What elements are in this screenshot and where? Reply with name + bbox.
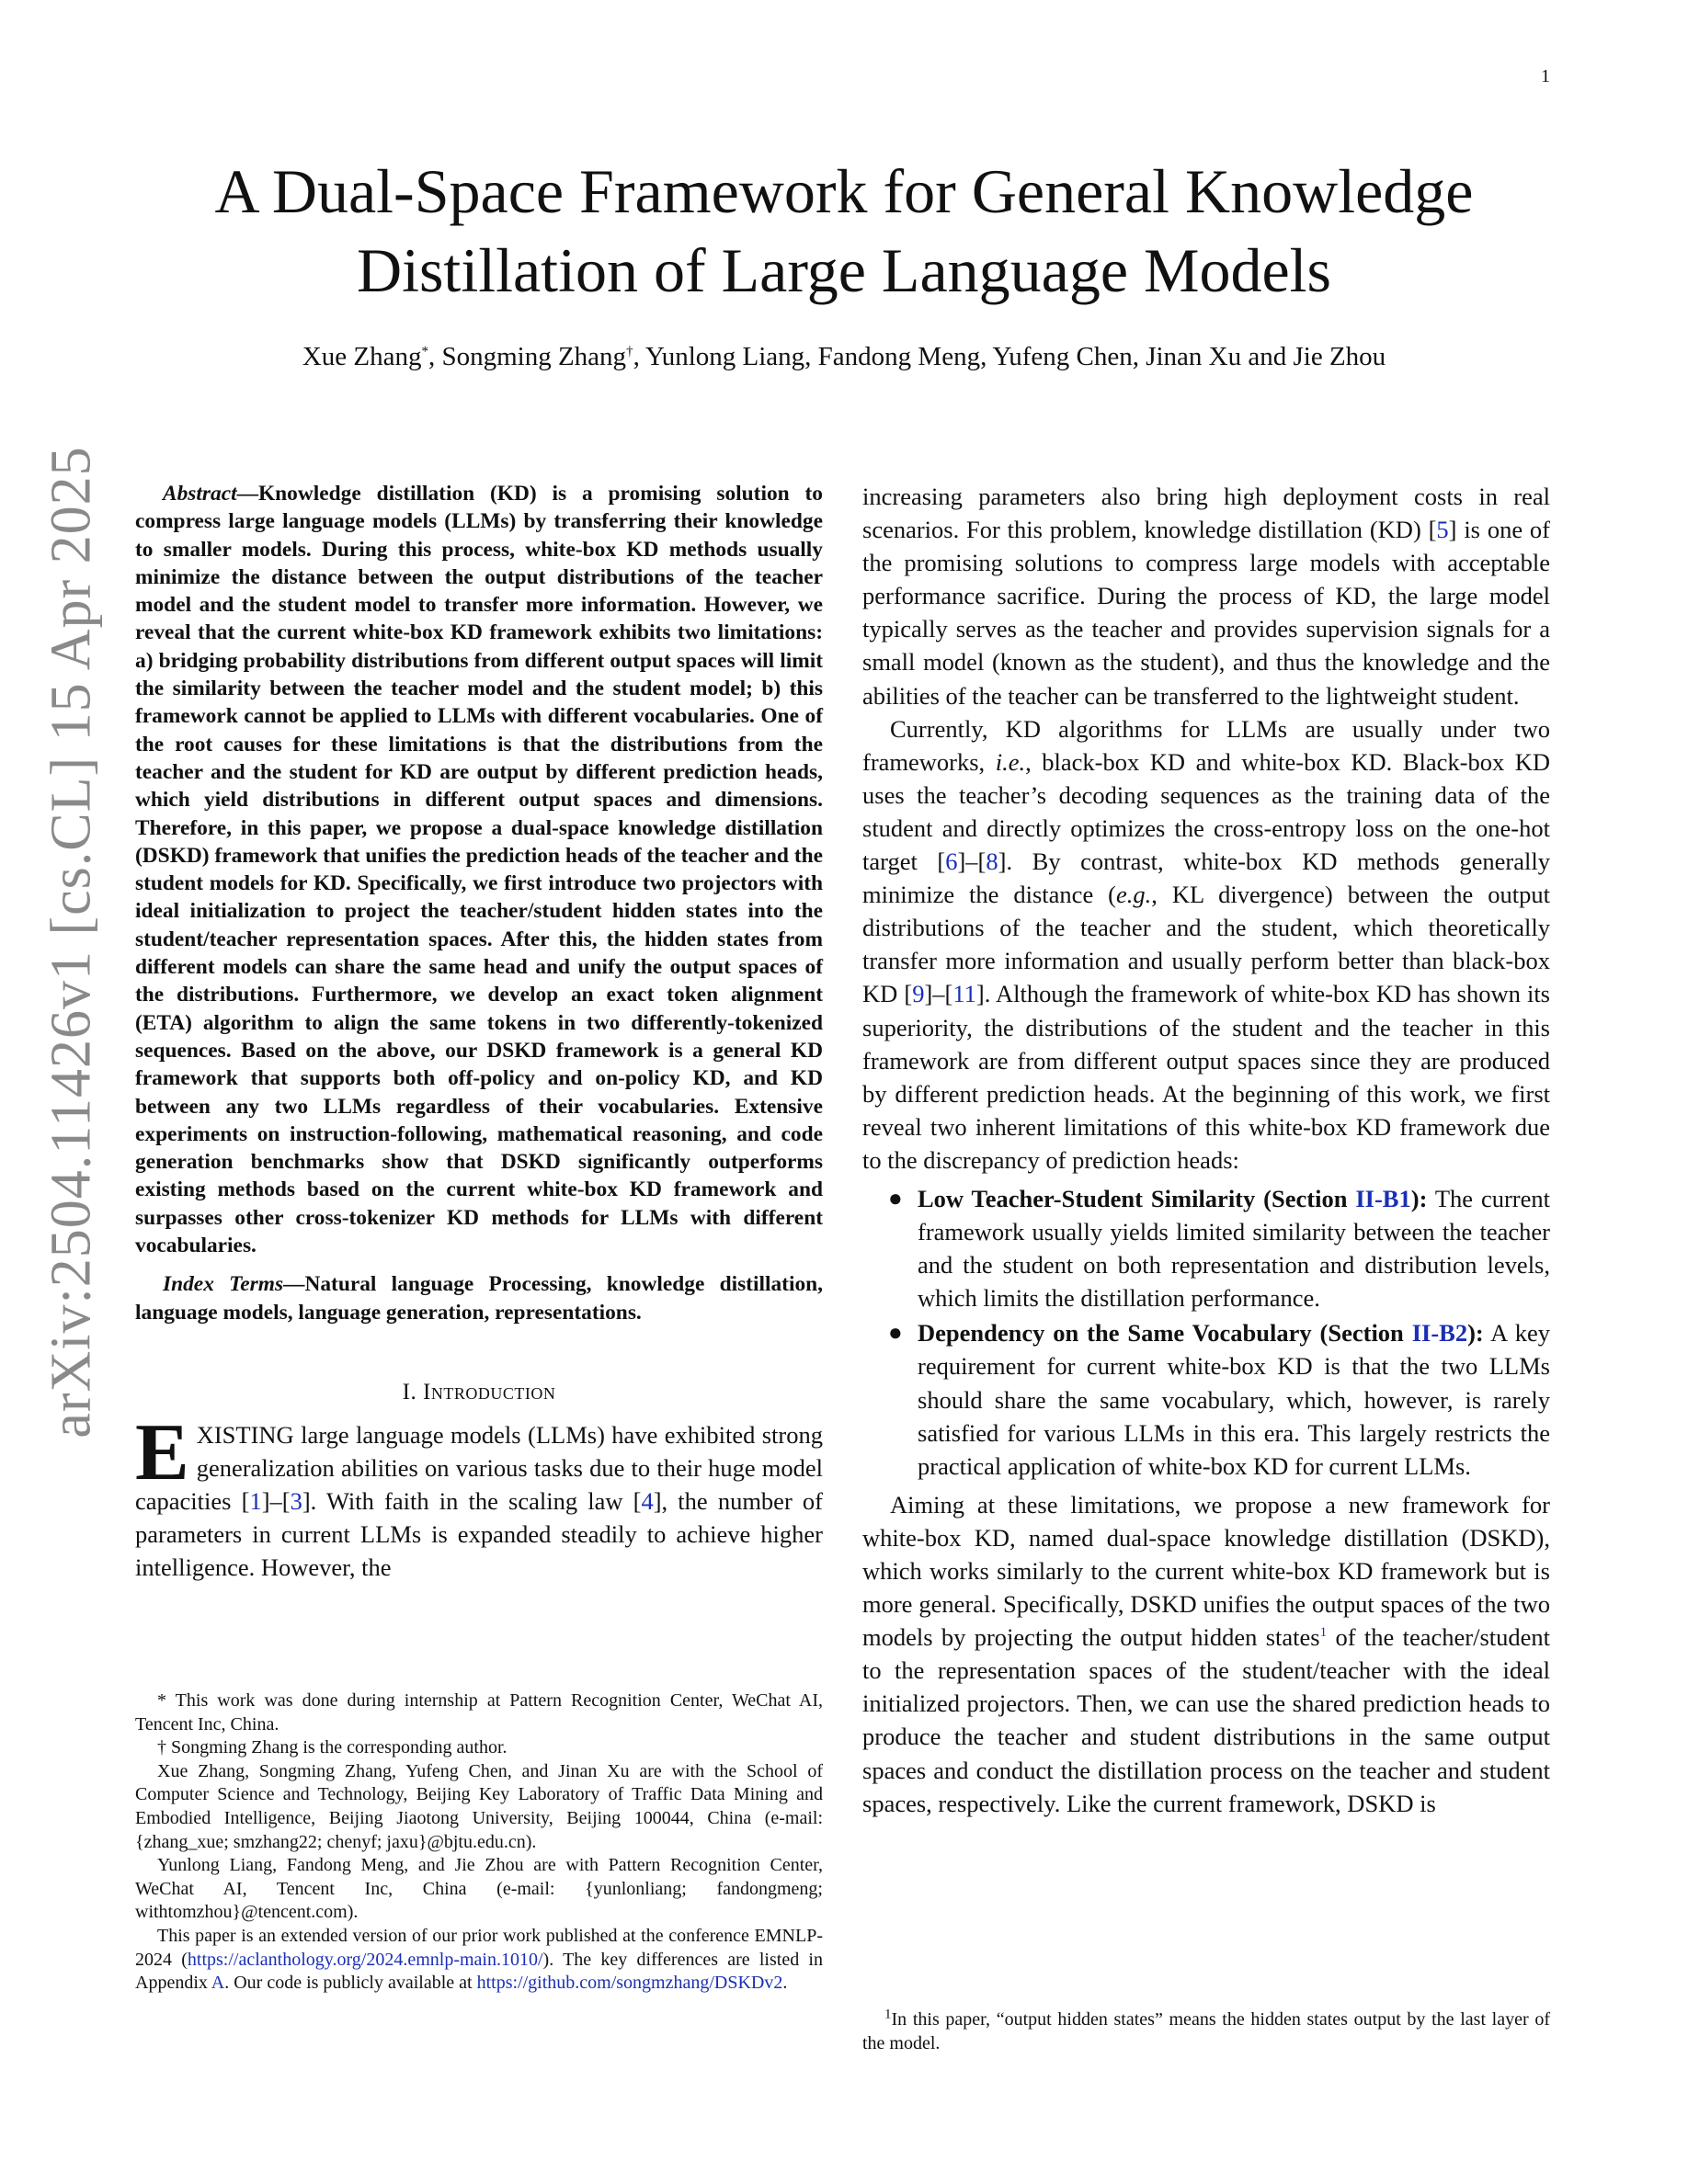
- footnote-ext-text-b: ). The key differences are listed in Appendix: [135, 1949, 823, 1994]
- link-github[interactable]: https://github.com/songmzhang/DSKDv2: [476, 1973, 783, 1994]
- author-1-mark: *: [421, 344, 428, 359]
- citation-6[interactable]: 6: [945, 847, 958, 876]
- intro-r2-text-e: , KL divergence) between the output distributions of the teacher and the student, which theoretically transfer more information and usually perform better than black-box KD [: [862, 881, 1550, 1008]
- left-column: [135, 480, 823, 1584]
- intro-r3-text-b: of the teacher/student to the representation spaces of the student/teacher with the ideal initialized projectors. Then, we can use the shared prediction heads to produce the teacher and student distributions in the same output spaces and conduct the distillation process on the teacher and student spaces, respectively. Like the current framework, DSKD is: [862, 1623, 1550, 1817]
- footnote-internship: * This work was done during internship at Pattern Recognition Center, WeChat AI, Tencent Inc, China.: [135, 1690, 823, 1735]
- link-aclanthology[interactable]: https://aclanthology.org/2024.emnlp-main.1010/: [187, 1949, 543, 1970]
- intro-r2-text-d: ]. By contrast, white-box KD methods generally minimize the distance (: [862, 847, 1550, 909]
- link-appendix-a[interactable]: A: [211, 1973, 225, 1994]
- footnote-1-mark: 1: [884, 2007, 892, 2022]
- footnote-corresponding: † Songming Zhang is the corresponding author.: [157, 1737, 508, 1758]
- page-number: 1: [1541, 66, 1550, 86]
- footnote-affiliation-bjtu: Xue Zhang, Songming Zhang, Yufeng Chen, and Jinan Xu are with the School of Computer Science and Technology, Beijing Key Laboratory of Traffic Data Mining and Embodied Intelligence, Beijing Jiaotong University, Beijing 100044, China (e-mail: {zhang_xue; smzhang22; chenyf; jaxu}@bjtu.edu.cn).: [135, 1760, 823, 1852]
- intro-paragraph-3: [862, 712, 1550, 1177]
- bullet-2-heading: [918, 1319, 1484, 1347]
- bullet-2-heading-close: ):: [1467, 1319, 1484, 1348]
- author-2: , Songming Zhang: [428, 342, 627, 371]
- bullet-2-heading-text: Dependency on the Same Vocabulary (Section: [918, 1319, 1412, 1348]
- list-item-vocabulary: [888, 1316, 1550, 1482]
- bullet-1-heading-close: ):: [1410, 1184, 1428, 1212]
- section-link-II-B1[interactable]: II-B1: [1355, 1184, 1411, 1212]
- intro-r2-text-f: ]–[: [924, 980, 953, 1008]
- intro-r2-text-g: ]. Although the framework of white-box KD has shown its superiority, the distributions of the student and the teacher in this framework are from different output spaces since they are produced by different prediction heads. At the beginning of this work, we first reveal two inherent limitations of this white-box KD framework due to the discrepancy of prediction heads:: [862, 980, 1550, 1174]
- footnote-ext-text-d: .: [782, 1973, 788, 1994]
- arxiv-stamp-text: arXiv:2504.11426v1 [cs.CL] 15 Apr 2025: [40, 446, 103, 1439]
- arxiv-stamp: [35, 230, 108, 1655]
- bullet-1-text: The current framework usually yields limited similarity between the teacher and the student on both representation and distribution levels, which limits the distillation performance.: [918, 1184, 1550, 1313]
- intro-r1-text-b: ] is one of the promising solutions to compress large models with acceptable performance sacrifice. During the process of KD, the large model typically serves as the teacher and provides supervision signals for a small model (known as the student), and thus the knowledge and the abilities of the teacher can be transferred to the lightweight student.: [862, 516, 1550, 710]
- citation-1[interactable]: 1: [249, 1487, 262, 1516]
- intro-r1-text-a: increasing parameters also bring high deployment costs in real scenarios. For this problem, knowledge distillation (KD) [: [862, 483, 1550, 544]
- title-line-2: Distillation of Large Language Models: [356, 235, 1332, 305]
- footnote-right: [862, 2008, 1550, 2055]
- intro-r2-text-c: ]–[: [957, 847, 987, 876]
- intro-p1-text-a: XISTING large language models (LLMs) have exhibited strong generalization abilities on various tasks due to their huge model capacities [: [135, 1420, 823, 1516]
- citation-5[interactable]: 5: [1436, 516, 1449, 544]
- intro-p1-text-b: ]–[: [261, 1487, 291, 1516]
- intro-paragraph-1: [135, 1407, 823, 1584]
- intro-paragraph-4: [862, 1488, 1550, 1820]
- other-authors: , Yunlong Liang, Fandong Meng, Yufeng Chen, Jinan Xu and Jie Zhou: [633, 342, 1386, 371]
- drop-cap: E: [135, 1407, 189, 1497]
- author-1: Xue Zhang: [302, 342, 422, 371]
- footnote-ext-text-c: . Our code is publicly available at: [224, 1973, 477, 1994]
- citation-9[interactable]: 9: [912, 980, 925, 1008]
- index-terms: [135, 1270, 823, 1326]
- abstract: [135, 480, 823, 1259]
- bullet-2-text: A key requirement for current white-box KD is that the two LLMs should share the same vocabulary, which, however, is rarely satisfied for various LLMs in this era. This largely restricts the practical application of white-box KD for current LLMs.: [918, 1319, 1550, 1480]
- intro-p1-text-d: ], the number of parameters in current LLMs is expanded steadily to achieve higher intelligence. However, the: [135, 1487, 823, 1582]
- intro-p1-text-c: ]. With faith in the scaling law [: [302, 1487, 642, 1516]
- section-heading-introduction: I. Introduction: [402, 1379, 556, 1405]
- abstract-text: —Knowledge distillation (KD) is a promising solution to compress large language models (LLMs) by transferring their knowledge to smaller models. During this process, white-box KD methods usually minimize the distance between the output distributions of the teacher model and the student model to transfer more information. However, we reveal that the current white-box KD framework exhibits two limitations: a) bridging probability distributions from different output spaces will limit the similarity between the teacher model and the student model; b) this framework cannot be applied to LLMs with different vocabularies. One of the root causes for these limitations is that the distributions from the teacher and the student for KD are output by different prediction heads, which yield distributions in different output spaces and dimensions. Therefore, in this paper, we propose a dual-space knowledge distillation (DSKD) framework that unifies the prediction heads of the teacher and the student models for KD. Specifically, we first introduce two projectors with ideal initialization to project the teacher/student hidden states into the student/teacher representation spaces. After this, the hidden states from different models can share the same head and unify the output spaces of the distributions. Furthermore, we develop an exact token alignment (ETA) algorithm to align the same tokens in two differently-tokenized sequences. Based on the above, our DSKD framework is a general KD framework that supports both off-policy and on-policy KD, and KD between any two LLMs regardless of their vocabularies. Extensive experiments on instruction-following, mathematical reasoning, and code generation benchmarks show that DSKD significantly outperforms existing methods based on the current white-box KD framework and surpasses other cross-tokenizer KD methods for LLMs with different vocabularies.: [135, 482, 823, 1258]
- footnote-1: [862, 2008, 1550, 2055]
- footnotes-left: [135, 1689, 823, 1996]
- intro-r2-text-a: Currently, KD algorithms for LLMs are usually under two frameworks,: [862, 714, 1550, 776]
- citation-4[interactable]: 4: [641, 1487, 654, 1516]
- footnote-affiliation-tencent: Yunlong Liang, Fandong Meng, and Jie Zhou are with Pattern Recognition Center, WeChat AI, Tencent Inc, China (e-mail: {yunlonliang; fandongmeng; withtomzhou}@tencent.com).: [135, 1855, 823, 1923]
- index-terms-label: Index Terms: [163, 1272, 284, 1297]
- right-column: [862, 480, 1550, 1820]
- author-list: [138, 342, 1550, 372]
- bullet-icon: ●: [888, 1319, 903, 1347]
- intro-r2-ie: i.e.: [995, 747, 1026, 776]
- list-item-similarity: [888, 1182, 1550, 1314]
- bullet-1-heading: [918, 1185, 1427, 1212]
- citation-8[interactable]: 8: [986, 847, 998, 876]
- limitations-list: [862, 1182, 1550, 1483]
- intro-r3-text-a: Aiming at these limitations, we propose a new framework for white-box KD, named dual-space knowledge distillation (DSKD), which works similarly to the current white-box KD framework but is more general. Specifically, DSKD unifies the output spaces of the two models by projecting the output hidden states: [862, 1490, 1550, 1652]
- title-line-1: A Dual-Space Framework for General Knowledge: [214, 156, 1474, 226]
- paper-title: [138, 152, 1550, 310]
- citation-3[interactable]: 3: [290, 1487, 302, 1516]
- intro-r2-eg: e.g.: [1116, 881, 1152, 909]
- footnote-ext-text-a: This paper is an extended version of our prior work published at the conference EMNLP-2024 (: [135, 1925, 823, 1970]
- index-terms-text: —Natural language Processing, knowledge distillation, language models, language generation, representations.: [135, 1272, 823, 1325]
- footnote-1-text: In this paper, “output hidden states” means the hidden states output by the last layer of the model.: [862, 2009, 1550, 2053]
- footnote-ref-1[interactable]: 1: [1319, 1625, 1328, 1641]
- section-link-II-B2[interactable]: II-B2: [1411, 1319, 1468, 1348]
- citation-11[interactable]: 11: [952, 980, 976, 1008]
- bullet-1-heading-text: Low Teacher-Student Similarity (Section: [918, 1184, 1356, 1212]
- abstract-label: Abstract: [163, 482, 237, 506]
- footnote-extended-version: [135, 1925, 823, 1996]
- bullet-icon: ●: [888, 1184, 903, 1211]
- intro-paragraph-2: [862, 480, 1550, 712]
- author-2-mark: †: [626, 344, 633, 359]
- intro-r2-text-b: , black-box KD and white-box KD. Black-box KD uses the teacher’s decoding sequences as the training data of the student and directly optimizes the cross-entropy loss on the one-hot target [: [862, 747, 1551, 876]
